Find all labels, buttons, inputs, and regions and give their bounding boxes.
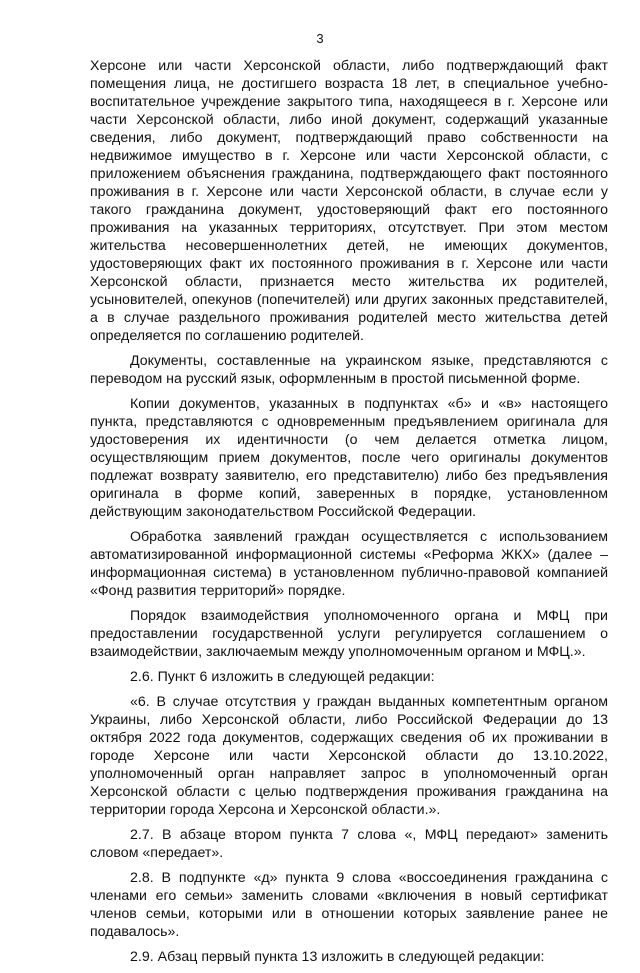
paragraph: 2.6. Пункт 6 изложить в следующей редакции: — [130, 669, 435, 685]
document-body — [90, 57, 608, 973]
paragraph: 2.7. В абзаце втором пункта 7 слова «, МФЦ передают» заменить словом «передает». — [90, 827, 608, 861]
paragraph: Документы, составленные на украинском языке, представляются с переводом на русский язык, оформленным в простой письменной форме. — [90, 353, 608, 387]
page-number: 3 — [316, 31, 324, 46]
paragraph: Копии документов, указанных в подпунктах «б» и «в» настоящего пункта, представляются с одновременным предъявлением оригинала для удостоверения их идентичности (о чем делается отметка лицом, осуществляющим прием документов, после чего оригиналы документов подлежат возврату заявителю, его представителю) либо без предъявления оригинала в форме копий, заверенных в порядке, установленном действующим законодательством Российской Федерации. — [90, 396, 608, 520]
paragraph: «6. В случае отсутствия у граждан выданных компетентным органом Украины, либо Херсонской области, либо Российской Федерации до 13 октября 2022 года документов, содержащих сведения об их проживании в городе Херсоне или части Херсонской области до 13.10.2022, уполномоченный орган направляет запрос в уполномоченный орган Херсонской области с целью подтверждения проживания гражданина на территории города Херсона и Херсонской области.». — [90, 694, 608, 818]
paragraph: Херсоне или части Херсонской области, либо подтверждающий факт помещения лица, не достигшего возраста 18 лет, в специальное учебно-воспитательное учреждение закрытого типа, находящееся в г. Херсоне или части Херсонской области, либо иной документ, содержащий указанные сведения, либо документ, подтверждающий право собственности на недвижимое имущество в г. Херсоне или части Херсонской области, с приложением объяснения гражданина, подтверждающего факт постоянного проживания в г. Херсоне или части Херсонской области, в случае если у такого гражданина документ, удостоверяющий факт его постоянного проживания на указанных территориях, отсутствует. При этом местом жительства несовершеннолетних детей, не имеющих документов, удостоверяющих факт их постоянного проживания в г. Херсоне или части Херсонской области, признается место жительства их родителей, усыновителей, опекунов (попечителей) или других законных представителей, а в случае раздельного проживания родителей место жительства детей определяется по соглашению родителей. — [90, 58, 608, 344]
paragraph: 2.8. В подпункте «д» пункта 9 слова «воссоединения гражданина с членами его семьи» заменить словами «включения в новый сертификат членов семьи, которыми или в отношении которых заявление ранее не подавалось». — [90, 870, 608, 940]
paragraph: Порядок взаимодействия уполномоченного органа и МФЦ при предоставлении государственной услуги регулируется соглашением о взаимодействии, заключаемым между уполномоченным органом и МФЦ.». — [90, 608, 608, 660]
paragraph: 2.9. Абзац первый пункта 13 изложить в следующей редакции: — [130, 949, 545, 965]
paragraph: Обработка заявлений граждан осуществляется с использованием автоматизированной информационной системы «Реформа ЖКХ» (далее – информационная система) в установленном публично-правовой компанией «Фонд развития территорий» порядке. — [90, 529, 608, 599]
